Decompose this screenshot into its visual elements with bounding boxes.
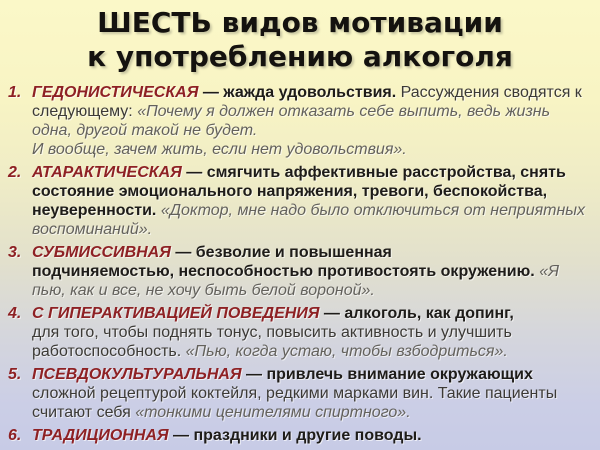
list-item-pseudocultural xyxy=(8,365,594,422)
item-definition: — смягчить аффективные расстройства, снять состояние эмоционального напряжения, тревоги, беспокойства, неуверенности. xyxy=(32,164,566,219)
item-term: ГЕДОНИСТИЧЕСКАЯ xyxy=(32,84,199,101)
list-item-traditional xyxy=(8,426,594,445)
item-term: С ГИПЕРАКТИВАЦИЕЙ ПОВЕДЕНИЯ xyxy=(32,305,320,322)
item-definition: — безволие и повышенная xyxy=(175,244,392,261)
title-line-1: ШЕСТЬ видов мотивации xyxy=(97,6,503,39)
item-text: сложной рецептурой коктейля, редкими марками вин. Такие пациенты считают себя xyxy=(32,385,558,421)
item-definition: — привлечь внимание окружающих xyxy=(246,366,533,383)
list-item-hedonistic xyxy=(8,83,594,159)
item-definition: — алкоголь, как допинг, xyxy=(323,305,514,322)
list-item-hyperactivation xyxy=(8,304,594,361)
item-term: ПСЕВДОКУЛЬТУРАЛЬНАЯ xyxy=(32,366,242,383)
item-number: 4. xyxy=(8,305,22,322)
item-quote: «Я пью, как и все, не хочу быть белой вороной». xyxy=(32,263,559,299)
item-definition: — праздники и другие поводы. xyxy=(173,427,422,444)
item-term: СУБМИССИВНАЯ xyxy=(32,244,171,261)
item-definition: — жажда удовольствия. xyxy=(202,84,397,101)
item-number: 1. xyxy=(8,84,22,101)
motivation-list xyxy=(0,83,600,445)
item-text: для того, чтобы поднять тонус, повысить активность и улучшить работоспособность. xyxy=(32,324,512,360)
title-line-2: к употреблению алкоголя xyxy=(87,40,513,73)
list-item-submissive xyxy=(8,243,594,300)
page-title xyxy=(0,0,600,74)
item-number: 3. xyxy=(8,244,22,261)
item-quote: «тонкими ценителями спиртного». xyxy=(135,404,411,421)
item-number: 6. xyxy=(8,427,22,444)
item-quote: «Почему я должен отказать себе выпить, ведь жизнь одна, другой такой не будет. xyxy=(32,103,551,139)
item-quote: «Доктор, мне надо было отключиться от неприятных воспоминаний». xyxy=(32,202,586,238)
item-term: ТРАДИЦИОННАЯ xyxy=(32,427,169,444)
item-number: 5. xyxy=(8,366,22,383)
item-text: Рассуждения сводятся к следующему: xyxy=(32,84,582,120)
item-quote-continued: И вообще, зачем жить, если нет удовольствия». xyxy=(32,141,407,158)
item-number: 2. xyxy=(8,164,22,181)
item-term: АТАРАКТИЧЕСКАЯ xyxy=(32,164,182,181)
item-definition-continued: подчиняемостью, неспособностью противостоять окружению. xyxy=(32,263,535,280)
item-quote: «Пью, когда устаю, чтобы взбодриться». xyxy=(185,343,508,360)
list-item-ataractic xyxy=(8,163,594,239)
